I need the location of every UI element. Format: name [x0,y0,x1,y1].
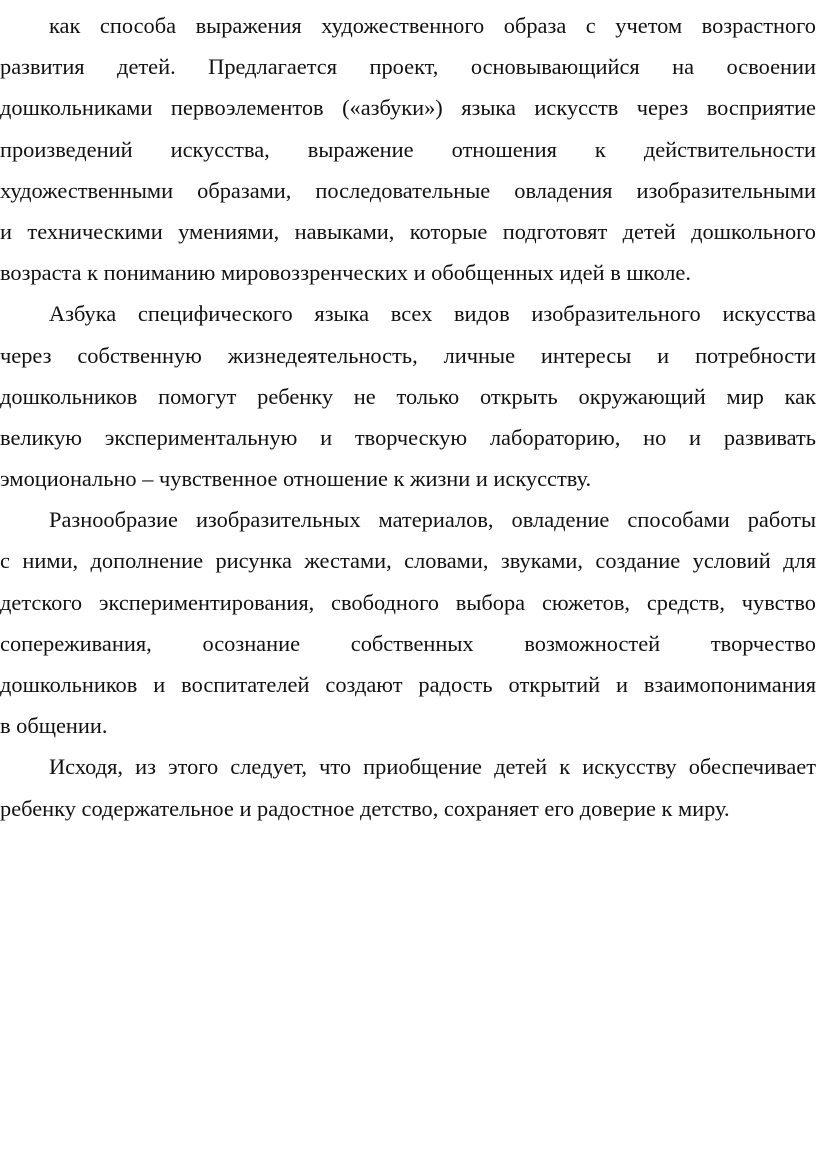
text-line: и техническими умениями, навыками, которые подготовят детей дошкольного [0,218,816,244]
paragraph-4 [0,746,816,828]
text-line: через собственную жизнедеятельность, личные интересы и потребности [0,342,816,368]
text-line: Азбука специфического языка всех видов изобразительного искусства [49,301,816,327]
text-line: произведений искусства, выражение отношения к действительности [0,136,816,162]
text-line: возраста к пониманию мировоззренческих и обобщенных идей в школе. [0,260,691,286]
text-line: дошкольниками первоэлементов («азбуки») языка искусств через восприятие [0,95,816,121]
text-line: Исходя, из этого следует, что приобщение детей к искусству обеспечивает [49,754,816,780]
paragraph-2 [0,293,816,499]
text-line: в общении. [0,713,108,739]
text-line: ребенку содержательное и радостное детство, сохраняет его доверие к миру. [0,795,730,821]
text-line: развития детей. Предлагается проект, основывающийся на освоении [0,54,816,80]
text-line: Разнообразие изобразительных материалов, овладение способами работы [49,507,816,533]
text-line: как способа выражения художественного образа с учетом возрастного [49,13,816,38]
text-line: великую экспериментальную и творческую лабораторию, но и развивать [0,424,816,450]
document-body [0,5,816,829]
text-line: эмоционально – чувственное отношение к жизни и искусству. [0,466,592,492]
text-line: сопереживания, осознание собственных возможностей творчество [0,630,816,656]
text-line: художественными образами, последовательные овладения изобразительными [0,177,816,203]
paragraph-1 [0,5,816,293]
text-line: дошкольников и воспитателей создают радость открытий и взаимопонимания [0,672,816,697]
text-line: с ними, дополнение рисунка жестами, словами, звуками, создание условий для [0,548,816,574]
text-line: детского экспериментирования, свободного выбора сюжетов, средств, чувство [0,589,816,615]
paragraph-3 [0,499,816,746]
text-line: дошкольников помогут ребенку не только открыть окружающий мир как [0,383,816,409]
